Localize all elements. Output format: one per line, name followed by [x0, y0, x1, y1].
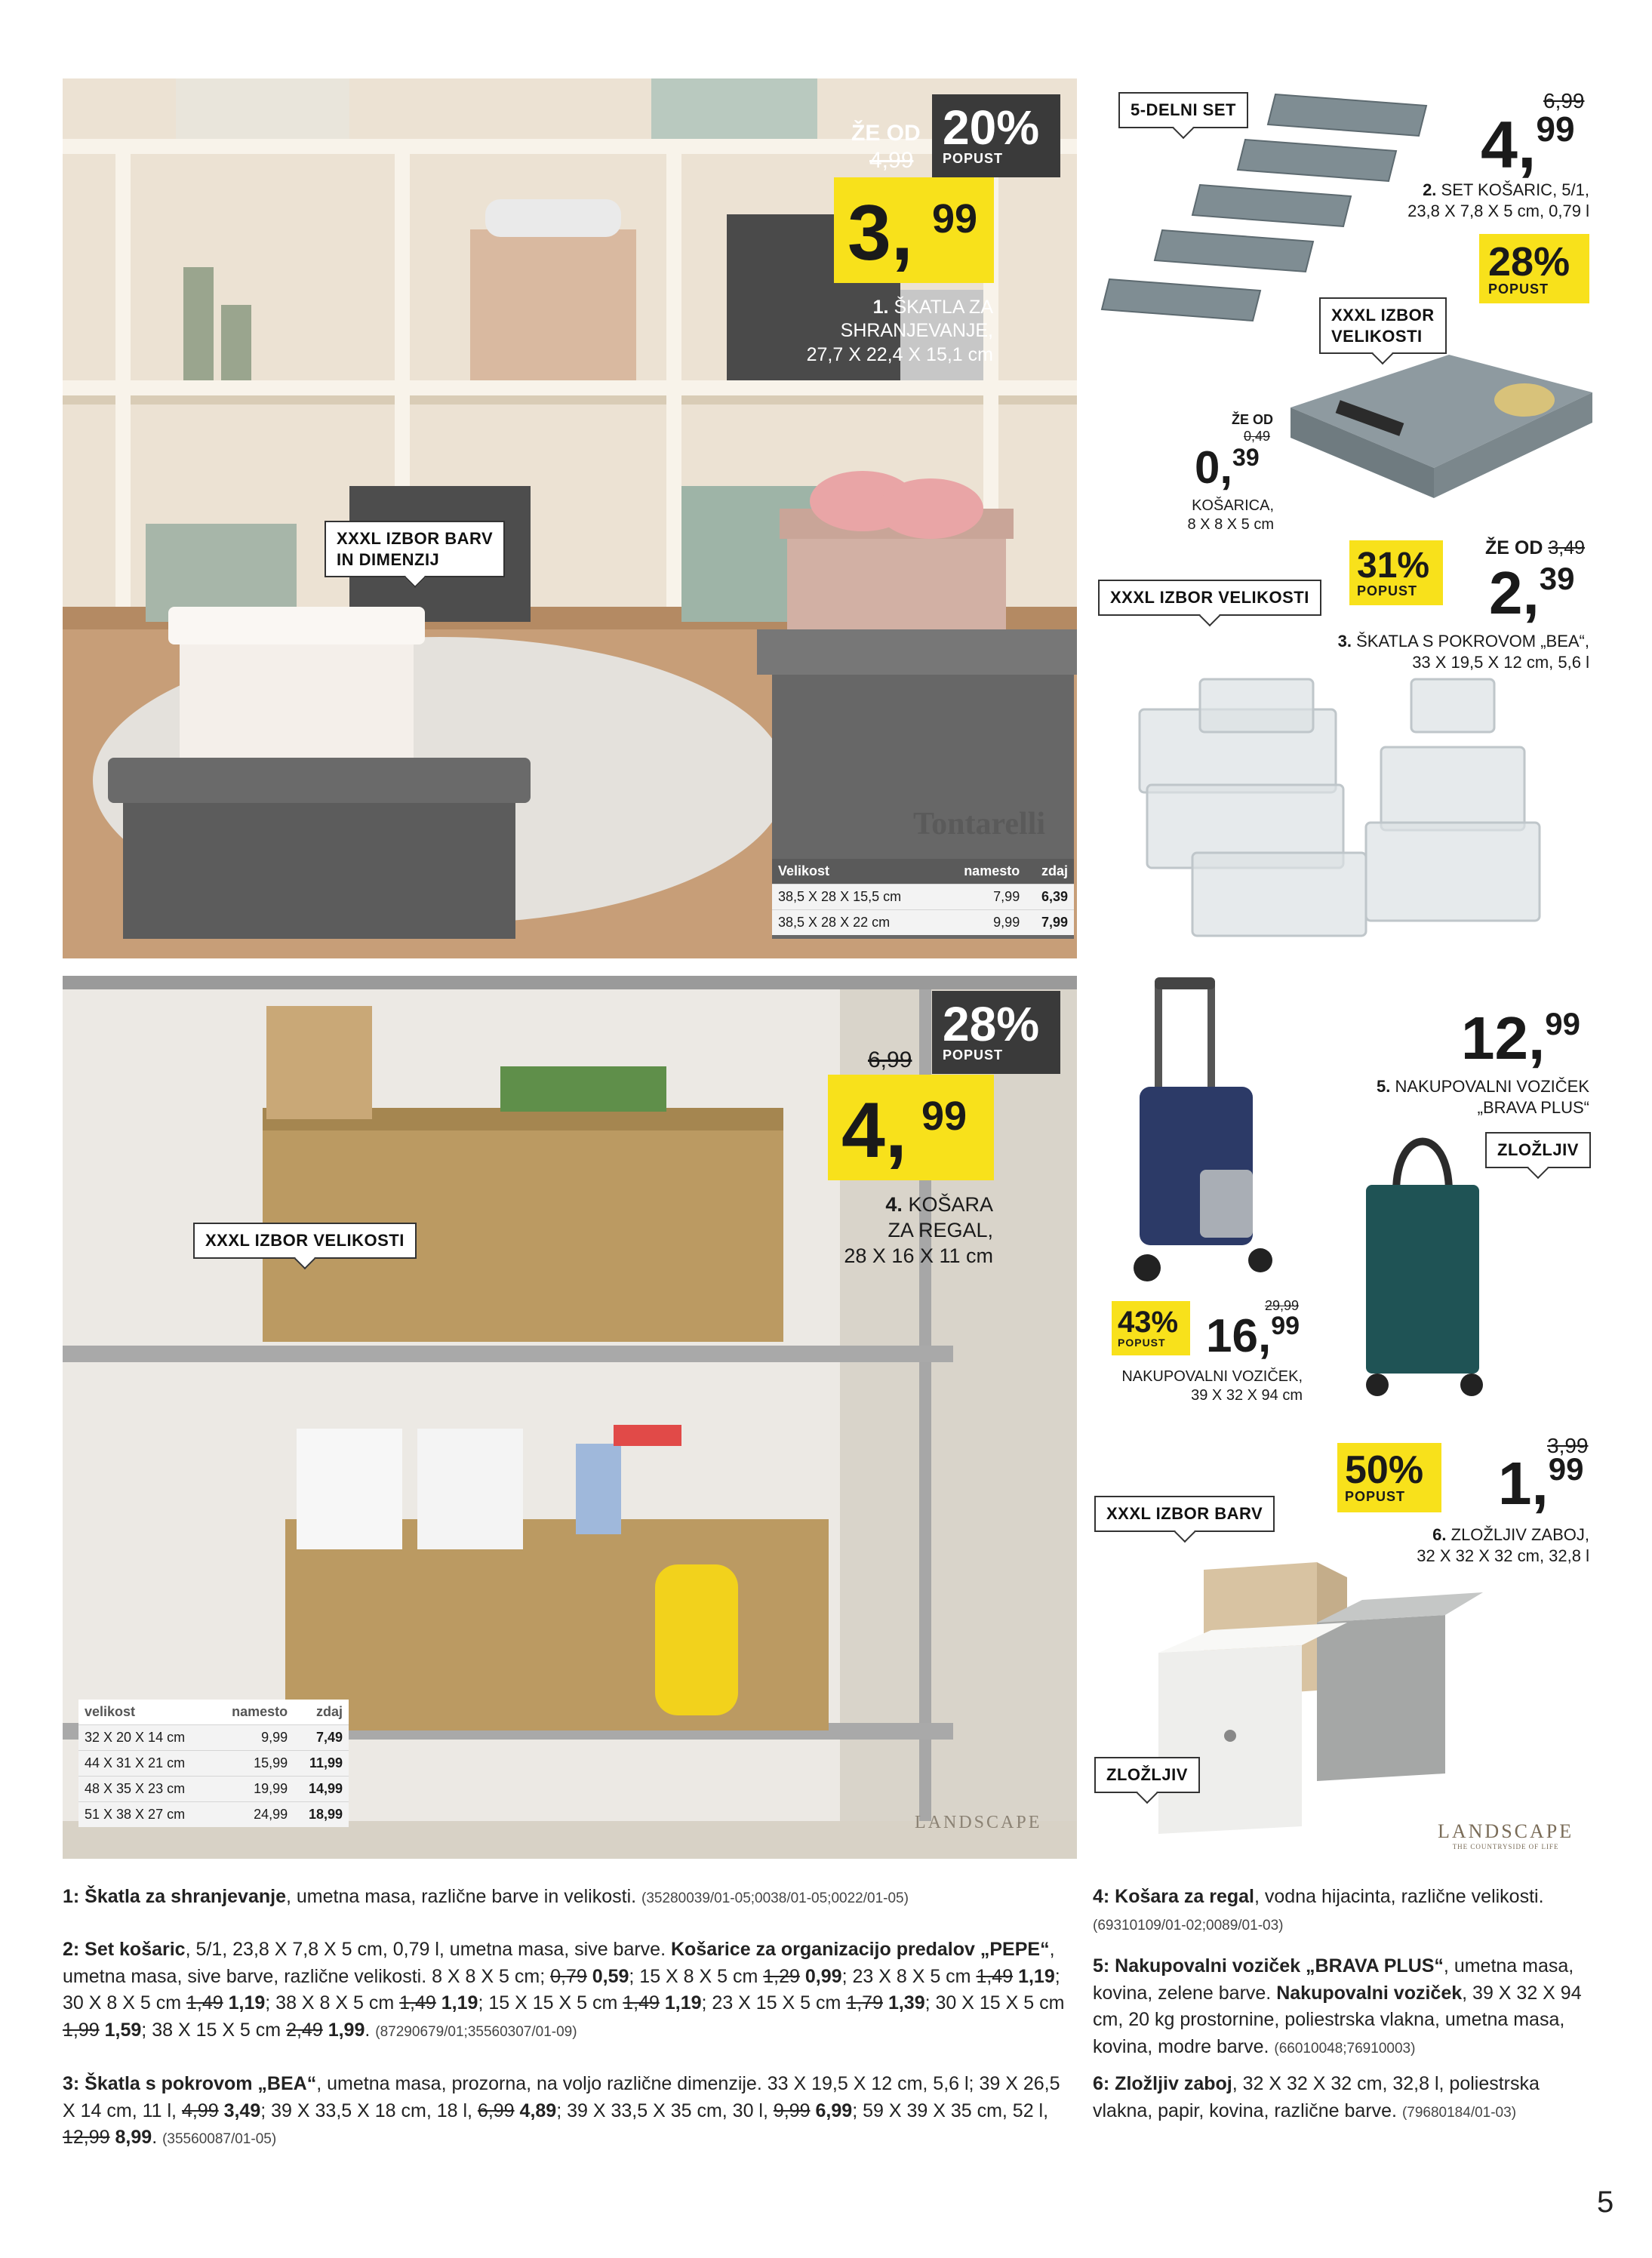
footer-product-2: 2: Set košaric, 5/1, 23,8 X 7,8 X 5 cm, 0,79 l, umetna masa, sive barve. Košarice za organizacijo predalov „PEPE“, umetna masa, sive barve, različne velikosti. 8 X 8 X 5 cm; 0,79 0,59; 15 X 8 X 5 cm 1,29 0,99; 23 X 8 X 5 cm 1,49 1,19; 30 X 8 X 5 cm 1,49 1,19; 38 X 8 X 5 cm 1,49 1,19; 15 X 15 X 5 cm 1,49 1,19; 23 X 15 X 5 cm 1,79 1,39; 30 X 15 X 5 cm 1,99 1,59; 38 X 15 X 5 cm 2,49 1,99. (87290679/01;35560307/01-09): [63, 1939, 1065, 2041]
p1-from-label: ŽE OD: [851, 121, 921, 146]
f2-old2: 1,29: [763, 1965, 800, 1987]
p4-r1-size: 32 X 20 X 14 cm: [78, 1725, 213, 1751]
p1-old-price: 4,99: [869, 148, 914, 173]
p1-price-int: 3,: [848, 189, 913, 277]
tag-xxxl-sizes-bea: XXXL IZBOR VELIKOSTI: [1098, 580, 1321, 616]
f6-code: (79680184/01-03): [1401, 2104, 1517, 2121]
p1-price-box: [834, 177, 994, 283]
tag-xxxl-colors-sizes: [325, 521, 505, 577]
tag-xxxl-sizes-basket: XXXL IZBOR VELIKOSTI: [193, 1223, 417, 1259]
p4-discount-badge: [932, 991, 1060, 1074]
f2-s8: ; 30 X 15 X 5 cm: [924, 1992, 1065, 2013]
f2-old4: 1,49: [186, 1992, 223, 2013]
f4-title: 4: Košara za regal: [1093, 1886, 1254, 1907]
p3-pct: 31%: [1357, 546, 1430, 586]
f3-old2: 6,99: [477, 2100, 515, 2121]
f2-new2: 0,99: [804, 1965, 842, 1987]
p4-th-was: namesto: [232, 1704, 288, 1719]
tag-xxxl-colors: XXXL IZBOR BARV: [1094, 1496, 1275, 1532]
f2-s2: ; 15 X 8 X 5 cm: [629, 1965, 758, 1987]
f2-text-b: , umetna masa, sive barve, različne velikosti. 8 X 8 X 5 cm;: [63, 1939, 1055, 1987]
f5-text: , umetna masa, kovina, zelene barve.: [1093, 1955, 1574, 2004]
f2-s6: ; 15 X 15 X 5 cm: [478, 1992, 618, 2013]
p3-num: 3.: [1337, 632, 1352, 651]
clear-boxes-image: [1124, 672, 1555, 943]
p2-price-dec: 99: [1536, 109, 1575, 149]
p1-r1-size: 38,5 X 28 X 15,5 cm: [772, 884, 941, 910]
p4-brand-logo: LANDSCAPE: [915, 1813, 1042, 1832]
tag-xxxl-colors-sizes-b: IN DIMENZIJ: [337, 549, 440, 569]
f2-bold: Košarice za organizacijo predalov „PEPE“: [671, 1939, 1050, 1960]
f5-title: 5: Nakupovalni voziček „BRAVA PLUS“: [1093, 1955, 1444, 1977]
p3-description: [1283, 631, 1589, 672]
trolley2-pct: 43%: [1118, 1306, 1179, 1339]
p6-discount-badge: [1337, 1443, 1441, 1512]
f2-new4: 1,19: [228, 1992, 266, 2013]
p3-old: 3,49: [1548, 537, 1586, 558]
f2-s9: ; 38 X 15 X 5 cm: [141, 2019, 281, 2041]
f3-title: 3: Škatla s pokrovom „BEA“: [63, 2073, 317, 2094]
p1-th-now: zdaj: [1041, 863, 1068, 878]
p2-dims: 23,8 X 7,8 X 5 cm, 0,79 l: [1407, 201, 1589, 220]
p1-dims: 27,7 X 22,4 X 15,1 cm: [806, 343, 993, 365]
trolley2-price-dec: 99: [1271, 1312, 1300, 1340]
p6-price-int: 1,: [1498, 1450, 1549, 1517]
trolley2-discount-badge: [1112, 1301, 1190, 1355]
p3-popust: POPUST: [1357, 583, 1418, 598]
f2-old5: 1,49: [399, 1992, 436, 2013]
f3-old4: 12,99: [63, 2127, 110, 2148]
p6-price: [1498, 1450, 1584, 1517]
kosarica-price-int: 0,: [1195, 442, 1233, 493]
p1-name-b: SHRANJEVANJE,: [840, 320, 993, 342]
f3-new3: 6,99: [815, 2100, 853, 2121]
p4-r4-size: 51 X 38 X 27 cm: [78, 1802, 213, 1828]
f2-old7: 1,79: [846, 1992, 883, 2013]
p2-description: [1283, 180, 1589, 221]
trolley2-price-int: 16,: [1206, 1310, 1272, 1362]
p4-name-a: KOŠARA: [908, 1193, 993, 1216]
tag-foldable-box: ZLOŽLJIV: [1094, 1757, 1200, 1793]
p4-r1-now: 7,49: [294, 1725, 349, 1751]
f6-title: 6: Zložljiv zaboj: [1093, 2073, 1232, 2094]
p6-price-dec: 99: [1548, 1451, 1584, 1487]
f2-title: 2: Set košaric: [63, 1939, 186, 1960]
p3-price-dec: 39: [1539, 561, 1575, 596]
tag-xxxl-colors-sizes-a: XXXL IZBOR BARV: [337, 529, 494, 548]
table-row: [78, 1751, 349, 1777]
p5-price-dec: 99: [1545, 1006, 1580, 1041]
p2-pct: 28%: [1488, 239, 1570, 285]
p3-dims: 33 X 19,5 X 12 cm, 5,6 l: [1412, 652, 1589, 672]
p4-r3-now: 14,99: [294, 1777, 349, 1802]
p4-dims: 28 X 16 X 11 cm: [844, 1244, 993, 1267]
f2-old9: 2,49: [286, 2019, 323, 2041]
trolley2-old: 29,99: [1265, 1298, 1300, 1313]
p1-th-size: Velikost: [778, 863, 830, 878]
p1-popust: POPUST: [943, 151, 1004, 166]
p1-pct: 20%: [943, 100, 1040, 155]
f5-code: (66010048;76910003): [1274, 2040, 1416, 2057]
f3-code: (35560087/01-05): [162, 2131, 277, 2147]
f1-title: 1: Škatla za shranjevanje: [63, 1886, 286, 1907]
p6-num: 6.: [1432, 1525, 1447, 1544]
kosarica-name: KOŠARICA,: [1192, 497, 1274, 514]
f1-text: , umetna masa, različne barve in velikosti.: [285, 1886, 637, 1907]
p1-discount-badge: [932, 94, 1060, 177]
drawer-organizer-image: [1283, 340, 1600, 513]
trolley-blue-image: [1109, 974, 1275, 1291]
p5-name-b: „BRAVA PLUS“: [1477, 1097, 1589, 1117]
f3-new4: 8,99: [115, 2127, 152, 2148]
tag-foldable-trolley: ZLOŽLJIV: [1485, 1132, 1591, 1168]
p4-name-b: ZA REGAL,: [888, 1218, 993, 1241]
kosarica-from: ŽE OD: [1232, 412, 1274, 427]
p4-th-size: velikost: [85, 1704, 136, 1719]
f2-new5: 1,19: [441, 1992, 478, 2013]
f2-new6: 1,19: [664, 1992, 702, 2013]
footer-product-4: [1093, 1884, 1591, 1937]
p3-discount-badge: [1349, 540, 1443, 605]
f3-s2: ; 39 X 33,5 X 18 cm, 18 l,: [260, 2100, 472, 2121]
f3-old1: 4,99: [181, 2100, 219, 2121]
p6-pct: 50%: [1345, 1448, 1424, 1492]
p1-r1-was: 7,99: [941, 884, 1026, 910]
footer-product-3: 3: Škatla s pokrovom „BEA“, umetna masa, prozorna, na voljo različne dimenzije. 33 X 19,5 X 12 cm, 5,6 l; 39 X 26,5 X 14 cm, 11 l, 4,99 3,49; 39 X 33,5 X 18 cm, 18 l, 6,99 4,89; 39 X 33,5 X 35 cm, 30 l, 9,99 6,99; 59 X 39 X 35 cm, 52 l, 12,99 8,99. (35560087/01-05): [63, 2073, 1060, 2148]
p6-popust: POPUST: [1345, 1489, 1406, 1504]
kosarica-price-dec: 39: [1232, 444, 1260, 471]
p1-size-table: [772, 859, 1074, 935]
f1-code: (35280039/01-05;0038/01-05;0022/01-05): [641, 1890, 909, 1906]
page-number: 5: [1597, 2186, 1614, 2219]
tag-5-piece-set: 5-DELNI SET: [1118, 92, 1248, 128]
f2-code: (87290679/01;35560307/01-09): [375, 2023, 577, 2040]
f5-text-b: , 39 X 32 X 94 cm, 20 kg prostornine, poliestrska vlakna, umetna masa, kovina, modre barve.: [1093, 1982, 1582, 2057]
p2-price: [1481, 107, 1575, 182]
f2-old1: 0,79: [550, 1965, 587, 1987]
p4-pct: 28%: [943, 997, 1040, 1051]
kosarica-price: [1195, 442, 1260, 493]
p4-price-dec: 99: [921, 1094, 968, 1139]
p2-popust: POPUST: [1488, 281, 1549, 297]
f2-s7: ; 23 X 15 X 5 cm: [701, 1992, 841, 2013]
p1-th-was: namesto: [964, 863, 1020, 878]
trolley2-popust: POPUST: [1118, 1337, 1166, 1349]
kosarica-description: [1132, 497, 1274, 534]
p5-price-int: 12,: [1461, 1004, 1546, 1072]
f2-s4: ; 30 X 8 X 5 cm: [63, 1965, 1060, 2013]
f2-new7: 1,39: [888, 1992, 925, 2013]
p2-num: 2.: [1423, 180, 1437, 199]
trolley2-description: [1109, 1367, 1303, 1405]
f2-new1: 0,59: [592, 1965, 629, 1987]
f4-text: , vodna hijacinta, različne velikosti.: [1254, 1886, 1544, 1907]
f2-new9: 1,99: [328, 2019, 365, 2041]
f3-old3: 9,99: [773, 2100, 811, 2121]
p3-from: ŽE OD: [1485, 537, 1543, 558]
p2-name: SET KOŠARIC, 5/1,: [1441, 180, 1589, 199]
p2-price-int: 4,: [1481, 107, 1537, 182]
p6-dims: 32 X 32 X 32 cm, 32,8 l: [1417, 1546, 1589, 1565]
trolley2-dims: 39 X 32 X 94 cm: [1191, 1387, 1303, 1404]
p1-name-a: ŠKATLA ZA: [894, 297, 993, 318]
f6-text: , 32 X 32 X 32 cm, 32,8 l, poliestrska vlakna, papir, kovina, različne barve.: [1093, 2073, 1540, 2121]
f4-code: (69310109/01-02;0089/01-03): [1093, 1917, 1284, 1933]
table-row: [772, 884, 1074, 910]
f3-new2: 4,89: [519, 2100, 557, 2121]
f5-bold: Nakupovalni voziček: [1276, 1982, 1463, 2004]
p3-from-line: [1485, 537, 1585, 559]
tag-xxxl-sizes-a: XXXL IZBOR: [1331, 306, 1435, 325]
p6-old-price: 3,99: [1547, 1434, 1589, 1457]
p2-discount-badge: [1479, 234, 1589, 303]
p1-r2-was: 9,99: [941, 910, 1026, 936]
f3-text: , umetna masa, prozorna, na voljo različne dimenzije. 33 X 19,5 X 12 cm, 5,6 l; 39 X 26,5 X 14 cm, 11 l,: [63, 2073, 1060, 2121]
p1-num: 1.: [872, 297, 889, 318]
trolley-green-image: [1351, 1109, 1494, 1404]
p2-old-price: 6,99: [1543, 89, 1585, 112]
trolley2-name: NAKUPOVALNI VOZIČEK,: [1121, 1368, 1303, 1385]
p4-r2-now: 11,99: [294, 1751, 349, 1777]
p3-price-int: 2,: [1489, 559, 1540, 626]
p4-size-table: [78, 1700, 349, 1827]
table-row: [78, 1802, 349, 1828]
p6-brand-logo: [1438, 1820, 1574, 1850]
p4-r2-size: 44 X 31 X 21 cm: [78, 1751, 213, 1777]
p4-r4-now: 18,99: [294, 1802, 349, 1828]
p1-r1-now: 6,39: [1026, 884, 1074, 910]
f2-old8: 1,99: [63, 2019, 100, 2041]
p4-price-box: [828, 1075, 994, 1180]
f3-s4: ; 59 X 39 X 35 cm, 52 l,: [852, 2100, 1049, 2121]
footer-product-1: [63, 1884, 1078, 1911]
p6-brand-sub: THE COUNTRYSIDE OF LIFE: [1452, 1843, 1559, 1850]
p1-description: [762, 296, 993, 367]
p4-r2-was: 15,99: [213, 1751, 294, 1777]
kosarica-old: 0,49: [1244, 429, 1271, 444]
p1-price-dec: 99: [932, 196, 978, 241]
p6-brand: LANDSCAPE: [1438, 1820, 1574, 1842]
footer-product-6: [1093, 2071, 1591, 2124]
f2-text-a: , 5/1, 23,8 X 7,8 X 5 cm, 0,79 l, umetna masa, sive barve.: [185, 1939, 666, 1960]
p1-r2-size: 38,5 X 28 X 22 cm: [772, 910, 941, 936]
p4-th-now: zdaj: [315, 1704, 343, 1719]
p6-name: ZLOŽLJIV ZABOJ,: [1450, 1525, 1589, 1544]
trolley2-price: [1206, 1310, 1300, 1362]
p4-description: [800, 1192, 993, 1269]
p3-price: [1489, 559, 1575, 626]
table-row: [78, 1725, 349, 1751]
f2-new8: 1,59: [104, 2019, 142, 2041]
p4-popust: POPUST: [943, 1047, 1004, 1063]
foldable-boxes-image: [1151, 1555, 1483, 1872]
f2-new3: 1,19: [1018, 1965, 1055, 1987]
p4-old-price: 6,99: [868, 1047, 912, 1072]
tag-xxxl-sizes-b: VELIKOSTI: [1331, 326, 1423, 346]
f2-s5: ; 38 X 8 X 5 cm: [265, 1992, 395, 2013]
p1-r2-now: 7,99: [1026, 910, 1074, 936]
table-row: [772, 910, 1074, 936]
p4-num: 4.: [885, 1193, 903, 1216]
p4-r1-was: 9,99: [213, 1725, 294, 1751]
table-row: [78, 1777, 349, 1802]
kosarica-dims: 8 X 8 X 5 cm: [1187, 516, 1274, 533]
p4-price-int: 4,: [841, 1087, 907, 1174]
f3-new1: 3,49: [223, 2100, 261, 2121]
p1-brand-watermark: Tontarelli: [913, 807, 1046, 841]
p5-name-a: NAKUPOVALNI VOZIČEK: [1395, 1077, 1589, 1096]
footer-product-5: [1093, 1953, 1591, 2060]
p3-name: ŠKATLA S POKROVOM „BEA“,: [1356, 632, 1589, 651]
p5-num: 5.: [1376, 1077, 1391, 1096]
f2-old6: 1,49: [623, 1992, 660, 2013]
p4-r4-was: 24,99: [213, 1802, 294, 1828]
p5-price: [1461, 1004, 1580, 1072]
p4-r3-was: 19,99: [213, 1777, 294, 1802]
f2-old3: 1,49: [976, 1965, 1014, 1987]
f2-s3: ; 23 X 8 X 5 cm: [841, 1965, 971, 1987]
f3-s3: ; 39 X 33,5 X 35 cm, 30 l,: [556, 2100, 768, 2121]
p4-r3-size: 48 X 35 X 23 cm: [78, 1777, 213, 1802]
